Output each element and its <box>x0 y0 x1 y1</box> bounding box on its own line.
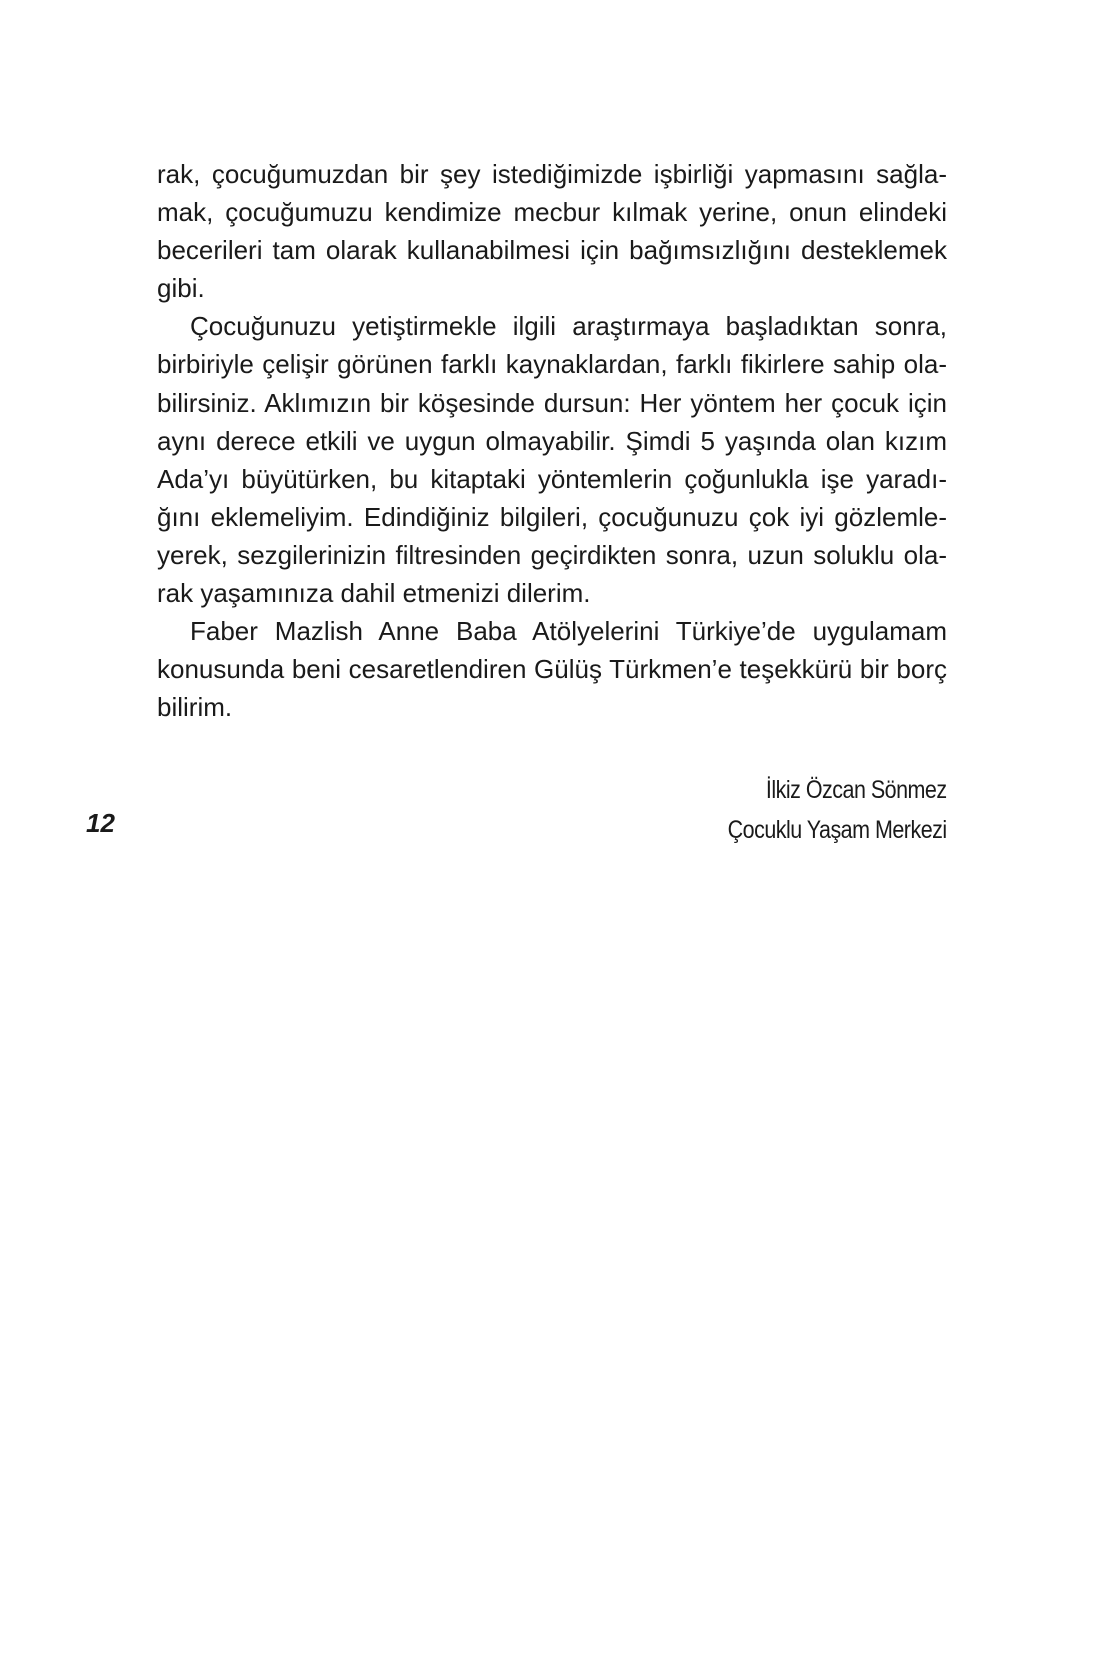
paragraph-1: rak, çocuğumuzdan bir şey istediğimizde işbirliği yapmasını sağla-mak, çocuğumuzu kendimize mecbur kılmak yerine, onun elindeki becerileri tam olarak kullanabilmesi için bağımsızlığını desteklemek gibi. <box>157 159 947 304</box>
signature-block <box>728 770 947 850</box>
body-text <box>157 155 947 726</box>
paragraph-3: Faber Mazlish Anne Baba Atölyelerini Türkiye’de uygulamam konusunda beni cesaretlendiren Gülüş Türkmen’e teşekkürü bir borç bilirim. <box>157 616 947 723</box>
author-organization: Çocuklu Yaşam Merkezi <box>728 816 947 844</box>
author-name: İlkiz Özcan Sönmez <box>766 776 947 804</box>
page-number: 12 <box>86 808 115 838</box>
paragraph-2: Çocuğunuzu yetiştirmekle ilgili araştırmaya başladıktan sonra, birbiriyle çelişir görünen farklı kaynaklardan, farklı fikirlere sahip ola-bilirsiniz. Aklımızın bir köşesinde dursun: Her yöntem her çocuk için aynı derece etkili ve uygun olmayabilir. Şimdi 5 yaşında olan kızım Ada’yı büyütürken, bu kitaptaki yöntemlerin çoğunlukla işe yaradı-ğını eklemeliyim. Edindiğiniz bilgileri, çocuğunuzu çok iyi gözlemle-yerek, sezgilerinizin filtresinden geçirdikten sonra, uzun soluklu ola-rak yaşamınıza dahil etmenizi dilerim. <box>157 311 947 609</box>
